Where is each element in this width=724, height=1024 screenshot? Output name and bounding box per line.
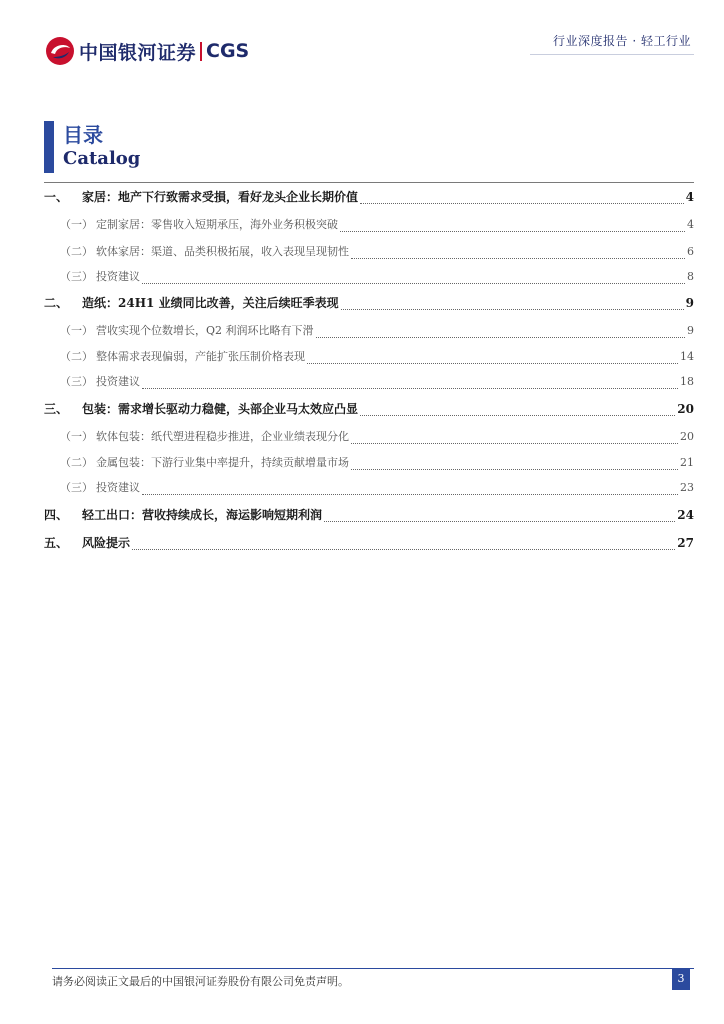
toc-dot-leader xyxy=(132,549,675,550)
toc-entry-page: 4 xyxy=(685,190,694,204)
toc-entry-page: 6 xyxy=(687,245,694,258)
toc-entry-page: 20 xyxy=(677,402,694,416)
toc-section-entry[interactable] xyxy=(44,454,694,476)
toc-entry-page: 24 xyxy=(677,508,694,522)
toc-entry-title: 风险提示 xyxy=(82,536,131,550)
toc-entry-page: 21 xyxy=(680,456,694,469)
toc-entry-number: （二） xyxy=(60,456,93,469)
toc-chapter-entry[interactable] xyxy=(44,294,694,316)
toc-entry-title: 定制家居：零售收入短期承压，海外业务积极突破 xyxy=(96,218,338,231)
toc-entry-title: 造纸：24H1 业绩同比改善，关注后续旺季表现 xyxy=(82,296,339,310)
toc-dot-leader xyxy=(351,469,678,470)
toc-section-entry[interactable] xyxy=(44,479,694,501)
toc-section-entry[interactable] xyxy=(44,268,694,290)
toc-chapter-entry[interactable] xyxy=(44,534,694,556)
toc-section-entry[interactable] xyxy=(44,373,694,395)
toc-entry-number: （三） xyxy=(60,270,93,283)
toc-entry-title: 营收实现个位数增长，Q2 利润环比略有下滑 xyxy=(96,324,314,337)
toc-entry-page: 18 xyxy=(680,375,694,388)
toc-section-entry[interactable] xyxy=(44,428,694,450)
toc-entry-title: 整体需求表现偏弱，产能扩张压制价格表现 xyxy=(96,350,305,363)
toc-entry-number: （一） xyxy=(60,218,93,231)
toc-section-entry[interactable] xyxy=(44,216,694,238)
toc-dot-leader xyxy=(360,415,675,416)
toc-entry-title: 软体家居：渠道、品类积极拓展，收入表现呈现韧性 xyxy=(96,245,349,258)
toc-dot-leader xyxy=(324,521,675,522)
logo-chinese-name: 中国银河证券 xyxy=(79,41,197,64)
toc-entry-title: 金属包装：下游行业集中率提升，持续贡献增量市场 xyxy=(96,456,349,469)
toc-entry-number: （一） xyxy=(60,430,93,443)
toc-entry-number: （二） xyxy=(60,245,93,258)
toc-dot-leader xyxy=(341,309,684,310)
toc-entry-title: 投资建议 xyxy=(96,270,140,283)
toc-dot-leader xyxy=(142,494,678,495)
toc-dot-leader xyxy=(360,203,684,204)
toc-chapter-entry[interactable] xyxy=(44,506,694,528)
logo-separator xyxy=(200,42,202,61)
cgs-logo-icon xyxy=(45,36,75,66)
toc-entry-title: 家居：地产下行致需求受損，看好龙头企业长期价值 xyxy=(82,190,359,204)
report-category-tag: 行业深度报告 · 轻工行业 xyxy=(553,34,691,48)
toc-entry-page: 14 xyxy=(680,350,694,363)
toc-entry-number: 四、 xyxy=(44,508,69,522)
toc-entry-title: 包装：需求增长驱动力稳健，头部企业马太效应凸显 xyxy=(82,402,359,416)
toc-entry-title: 软体包装：纸代塑进程稳步推进，企业业绩表现分化 xyxy=(96,430,349,443)
toc-entry-page: 20 xyxy=(680,430,694,443)
page-header xyxy=(0,0,724,70)
toc-section-entry[interactable] xyxy=(44,243,694,265)
toc-entry-page: 23 xyxy=(680,481,694,494)
toc-dot-leader xyxy=(142,388,678,389)
toc-dot-leader xyxy=(351,258,685,259)
toc-entry-title: 投资建议 xyxy=(96,375,140,388)
toc-entry-number: 三、 xyxy=(44,402,69,416)
toc-divider xyxy=(44,182,694,183)
toc-entry-page: 4 xyxy=(687,218,694,231)
toc-chapter-entry[interactable] xyxy=(44,400,694,422)
toc-dot-leader xyxy=(316,337,685,338)
toc-entry-number: （三） xyxy=(60,481,93,494)
toc-dot-leader xyxy=(142,283,685,284)
page-number: 3 xyxy=(672,968,690,990)
toc-entry-title: 轻工出口：营收持续成长，海运影响短期利润 xyxy=(82,508,323,522)
toc-dot-leader xyxy=(307,363,678,364)
header-divider xyxy=(530,54,694,55)
toc-dot-leader xyxy=(340,231,685,232)
toc-entry-page: 8 xyxy=(687,270,694,283)
toc-chapter-entry[interactable] xyxy=(44,188,694,210)
toc-entry-number: 二、 xyxy=(44,296,69,310)
toc-title-english: Catalog xyxy=(63,148,141,169)
toc-section-entry[interactable] xyxy=(44,322,694,344)
cgs-logo xyxy=(45,36,249,66)
logo-english-name: CGS xyxy=(206,40,250,62)
toc-title-chinese: 目录 xyxy=(63,123,103,147)
toc-entry-number: 一、 xyxy=(44,190,69,204)
toc-entry-number: （二） xyxy=(60,350,93,363)
toc-section-entry[interactable] xyxy=(44,348,694,370)
toc-entry-page: 27 xyxy=(677,536,694,550)
footer-divider xyxy=(52,968,694,969)
toc-entry-title: 投资建议 xyxy=(96,481,140,494)
toc-entry-page: 9 xyxy=(687,324,694,337)
toc-entry-number: （三） xyxy=(60,375,93,388)
toc-entry-number: 五、 xyxy=(44,536,69,550)
toc-entry-number: （一） xyxy=(60,324,93,337)
toc-title-accent-bar xyxy=(44,121,54,173)
footer-disclaimer: 请务必阅读正文最后的中国银河证券股份有限公司免责声明。 xyxy=(52,975,349,988)
toc-entry-page: 9 xyxy=(685,296,694,310)
toc-dot-leader xyxy=(351,443,678,444)
